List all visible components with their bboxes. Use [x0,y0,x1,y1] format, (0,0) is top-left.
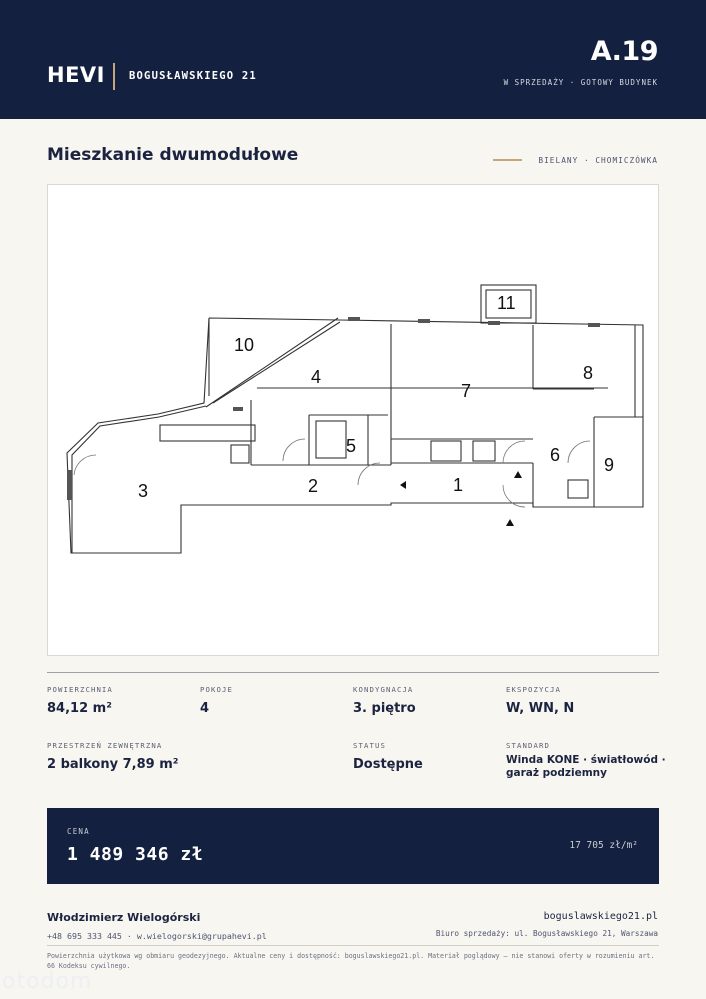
legal-disclaimer: Powierzchnia użytkowa wg obmiaru geodezyjnego. Aktualne ceny i dostępność: boguslawskiego21.pl. Materiał poglądowy — nie stanowi oferty w rozumieniu art. 66 Kodeksu cywilnego. [47,952,655,970]
specs-divider [47,672,659,673]
agent-contact[interactable]: +48 695 333 445 · w.wielogorski@grupahevi.pl [47,931,267,941]
status-label: STATUS [353,741,386,750]
floor-value: 3. piętro [353,701,416,716]
header-divider [113,63,115,90]
room-number-6: 6 [550,445,561,465]
room-number-11: 11 [497,293,516,313]
outdoor-space-label: PRZESTRZEŃ ZEWNĘTRZNA [47,741,163,750]
standard-line-1: Winda KONE · światłowód · [506,754,666,766]
location-accent-line [493,159,522,161]
district-location: BIELANY · CHOMICZÓWKA [538,156,658,165]
agent-name: Włodzimierz Wielogórski [47,911,201,924]
area-label: POWIERZCHNIA [47,685,113,694]
room-number-9: 9 [604,455,615,475]
door-swings [74,439,590,507]
price-box [47,808,659,884]
price-per-square-meter: 17 705 zł/m² [569,840,638,851]
sales-office-address: Biuro sprzedaży: ul. Bogusławskiego 21, Warszawa [435,929,658,938]
footer-divider [47,945,659,946]
standard-label: STANDARD [506,741,550,750]
floor-plan [47,184,659,656]
price-label: CENA [67,827,90,836]
room-number-3: 3 [138,481,149,501]
room-number-8: 8 [583,363,594,383]
rooms-label: POKOJE [200,685,233,694]
floor-label: KONDYGNACJA [353,685,414,694]
area-value: 84,12 m² [47,701,112,716]
room-number-2: 2 [308,476,319,496]
room-number-7: 7 [461,381,472,401]
walls [67,285,643,553]
unit-code: A.19 [590,36,658,67]
price-value: 1 489 346 zł [67,844,204,865]
exposure-label: EKSPOZYCJA [506,685,561,694]
standard-line-2: garaż podziemny [506,767,607,779]
outdoor-space-value: 2 balkony 7,89 m² [47,757,179,772]
status-value: Dostępne [353,757,423,772]
brand-logo: HEVI [47,63,105,87]
room-number-5: 5 [346,436,357,456]
exposure-value: W, WN, N [506,701,575,716]
website-link[interactable]: boguslawskiego21.pl [543,911,658,922]
rooms-value: 4 [200,701,210,716]
watermark: otodom [2,969,93,994]
apartment-title: Mieszkanie dwumodułowe [47,145,299,165]
header-bar [0,0,706,119]
room-number-10: 10 [234,335,255,355]
room-number-1: 1 [453,475,464,495]
windows [67,317,600,500]
building-address: BOGUSŁAWSKIEGO 21 [129,70,257,82]
sale-status-line: W SPRZEDAŻY · GOTOWY BUDYNEK [503,78,658,87]
room-number-4: 4 [311,367,322,387]
floor-plan-drawing [48,185,660,657]
